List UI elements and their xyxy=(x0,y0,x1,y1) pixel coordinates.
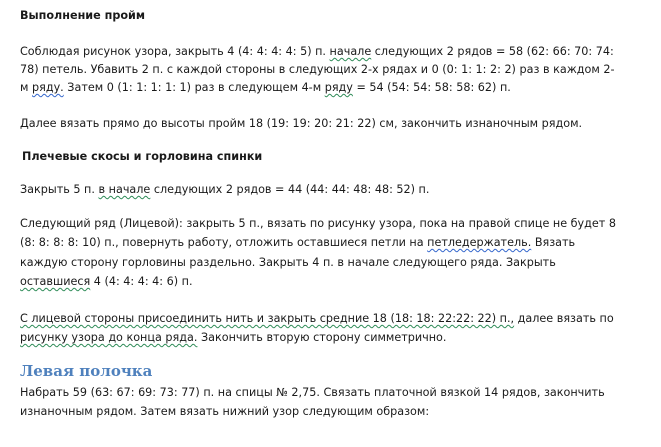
paragraph-line: Далее вязать прямо до высоты пройм 18 (19: 19: 20: 21: 22) см, закончить изнаночным рядом. xyxy=(20,117,583,130)
text-run: Закрыть 5 п. xyxy=(20,183,99,196)
section-heading-left-front: Левая полочка xyxy=(20,362,153,380)
text-run: = 54 (54: 54: 58: 58: 62) п. xyxy=(352,81,511,94)
paragraph-line: 78) петель. Убавить 2 п. с каждой стороны в следующих 2-х рядах и 0 (0: 1: 1: 2: 2) раз в каждом 2- xyxy=(20,63,615,76)
paragraph-line: каждую сторону горловины раздельно. Закрыть 4 п. в начале следующего ряда. Закрыть xyxy=(20,256,556,269)
paragraph-line: Следующий ряд (Лицевой): закрыть 5 п., вязать по рисунку узора, пока на правой спице не будет 8 xyxy=(20,217,616,230)
paragraph-line: Набрать 59 (63: 67: 69: 73: 77) п. на спицы № 2,75. Связать платочной вязкой 14 рядов, закончить xyxy=(20,386,605,399)
paragraph-line xyxy=(20,45,614,59)
grammar-flag: начале xyxy=(329,45,372,58)
text-run: (8: 8: 8: 8: 10) п., повернуть работу, отложить оставшиеся петли на xyxy=(20,236,428,249)
section-heading-shoulders: Плечевые скосы и горловина спинки xyxy=(22,150,263,163)
grammar-flag: ряду. xyxy=(32,81,64,94)
grammar-flag: ряду xyxy=(324,81,353,94)
section-heading-armholes: Выполнение пройм xyxy=(20,9,146,22)
text-run: следующих 2 рядов = 44 (44: 44: 48: 48: 52) п. xyxy=(150,183,430,196)
text-run: далее вязать по xyxy=(514,312,614,325)
paragraph-line xyxy=(20,312,614,326)
grammar-flag: С лицевой стороны присоединить нить и закрыть средние 18 (18: 18: 22:22: 22) п., xyxy=(20,312,515,325)
grammar-flag: в начале xyxy=(98,183,151,196)
text-run: Соблюдая рисунок узора, закрыть 4 (4: 4: 4: 4: 5) п. xyxy=(20,45,330,58)
spelling-flag: петледержатель. xyxy=(427,236,532,249)
text-run: 4 (4: 4: 4: 4: 6) п. xyxy=(90,275,193,288)
text-run: Затем 0 (1: 1: 1: 1: 1) раз в следующем 4-м xyxy=(63,81,325,94)
text-run: Закончить вторую сторону симметрично. xyxy=(197,331,447,344)
grammar-flag: оставшиеся xyxy=(20,275,91,288)
paragraph-line: изнаночным рядом. Затем вязать нижний узор следующим образом: xyxy=(20,405,430,418)
paragraph-line xyxy=(20,331,446,345)
grammar-flag: рисунку узора до конца ряда. xyxy=(20,331,198,344)
paragraph-line xyxy=(20,275,193,289)
paragraph-line xyxy=(20,236,575,250)
text-run: Вязать xyxy=(531,236,576,249)
paragraph-line xyxy=(20,183,429,197)
text-run: следующих 2 рядов = 58 (62: 66: 70: 74: xyxy=(371,45,614,58)
paragraph-line xyxy=(20,81,511,95)
text-run: м xyxy=(20,81,32,94)
